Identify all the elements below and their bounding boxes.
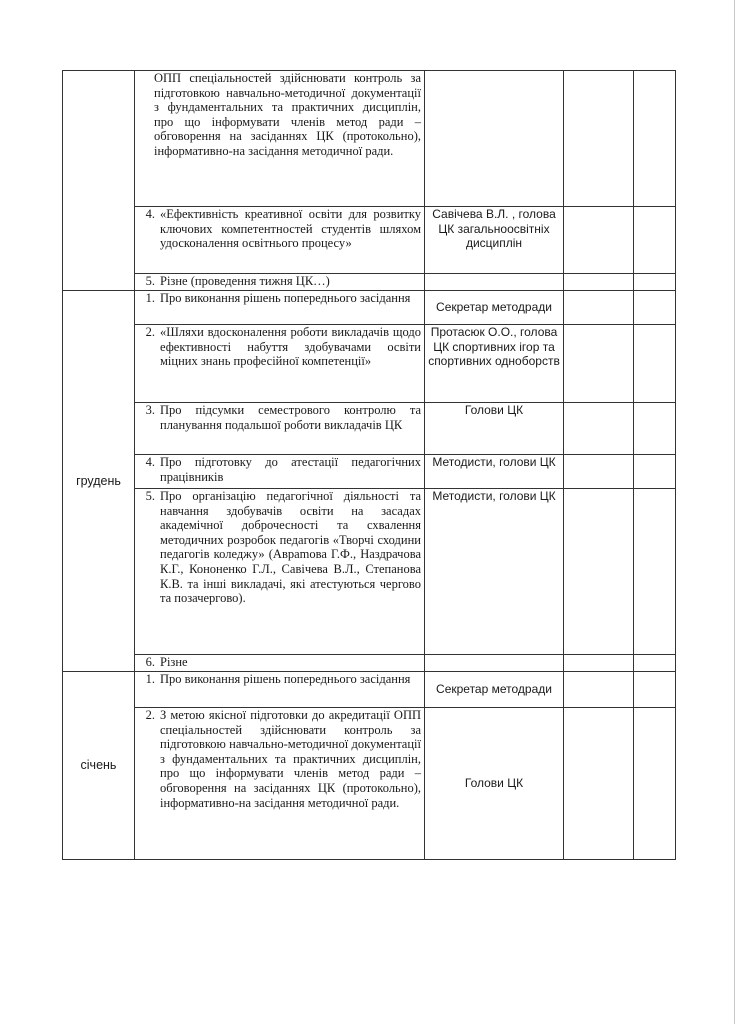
topic-cell <box>135 274 425 291</box>
month-cell-prev <box>63 71 135 291</box>
responsible-cell: Протасюк О.О., голова ЦК спортивних ігор та спортивних одноборств <box>425 325 564 403</box>
responsible-cell <box>425 71 564 207</box>
date-cell <box>564 455 634 489</box>
item-text: Різне (проведення тижня ЦК…) <box>160 274 330 288</box>
topic-cell <box>135 708 425 860</box>
topic-cell <box>135 489 425 655</box>
table-row <box>63 655 676 672</box>
note-cell <box>634 291 676 325</box>
item-text: «Шляхи вдосконалення роботи викладачів щодо ефективності набуття здобувачами освіти міцних знань професійної компетенції» <box>160 325 421 369</box>
date-cell <box>564 71 634 207</box>
item-number: 5. <box>145 274 155 288</box>
topic-cell <box>135 655 425 672</box>
responsible-cell: Савічева В.Л. , голова ЦК загальноосвітніх дисциплін <box>425 207 564 274</box>
responsible-cell: Секретар методради <box>425 672 564 708</box>
note-cell <box>634 672 676 708</box>
table-row <box>63 455 676 489</box>
note-cell <box>634 455 676 489</box>
table-row <box>63 274 676 291</box>
item-text: Різне <box>160 655 188 669</box>
responsible-cell: Секретар методради <box>425 291 564 325</box>
topic-cell <box>135 672 425 708</box>
note-cell <box>634 708 676 860</box>
table-row <box>63 325 676 403</box>
table-row <box>63 403 676 455</box>
topic-cell <box>135 455 425 489</box>
note-cell <box>634 325 676 403</box>
item-text: З метою якісної підготовки до акредитації ОПП спеціальностей здійснювати контроль за підготовкою навчально-методичної документації з фундаментальних та практичних дисциплін, про що інформувати членів метод ради – обговорення на засіданнях ЦК (протокольно), інформативно-на засідання методичної ради. <box>160 708 421 810</box>
responsible-cell: Методисти, голови ЦК <box>425 489 564 655</box>
date-cell <box>564 291 634 325</box>
item-text: Про підсумки семестрового контролю та планування подальшої роботи викладачів ЦК <box>160 403 421 432</box>
date-cell <box>564 708 634 860</box>
table-row <box>63 708 676 860</box>
date-cell <box>564 489 634 655</box>
item-text: Про виконання рішень попереднього засідання <box>160 291 411 305</box>
note-cell <box>634 71 676 207</box>
date-cell <box>564 655 634 672</box>
meeting-plan-table <box>62 70 676 860</box>
table-row <box>63 71 676 207</box>
item-text: Про організацію педагогічної діяльності та навчання здобувачів освіти на засадах академічної доброчесності та схвалення методичних розробок педагогів «Творчі сходини педагогів коледжу» (Авраmова Г.Ф., Наздрачова К.Г., Кононенко Г.Л., Савічева В.Л., Степанова К.В. та інші викладачі, які атестуються чергово та позачергово). <box>160 489 421 606</box>
month-cell-january: січень <box>63 672 135 860</box>
responsible-cell: Голови ЦК <box>425 708 564 860</box>
table-row <box>63 489 676 655</box>
note-cell <box>634 207 676 274</box>
topic-cell <box>135 291 425 325</box>
note-cell <box>634 489 676 655</box>
item-number: 3. <box>145 403 155 417</box>
responsible-cell: Методисти, голови ЦК <box>425 455 564 489</box>
topic-cell <box>135 207 425 274</box>
responsible-cell <box>425 655 564 672</box>
table-row <box>63 207 676 274</box>
item-number: 6. <box>145 655 155 669</box>
responsible-cell: Голови ЦК <box>425 403 564 455</box>
topic-continuation-text: ОПП спеціальностей здійснювати контроль за підготовкою навчально-методичної документації з фундаментальних та практичних дисциплін, про що інформувати членів метод ради – обговорення на засіданнях ЦК (протокольно), інформативно-на засідання методичної ради. <box>154 71 421 158</box>
item-text: Про підготовку до атестації педагогічних працівників <box>160 455 421 484</box>
date-cell <box>564 403 634 455</box>
item-number: 1. <box>145 291 155 305</box>
month-cell-december: грудень <box>63 291 135 672</box>
date-cell <box>564 325 634 403</box>
topic-cell <box>135 403 425 455</box>
note-cell <box>634 655 676 672</box>
responsible-cell <box>425 274 564 291</box>
topic-cell <box>135 325 425 403</box>
item-number: 5. <box>145 489 155 503</box>
table-row <box>63 672 676 708</box>
date-cell <box>564 207 634 274</box>
note-cell <box>634 403 676 455</box>
item-number: 4. <box>145 455 155 469</box>
item-number: 4. <box>145 207 155 221</box>
date-cell <box>564 274 634 291</box>
note-cell <box>634 274 676 291</box>
item-text: Про виконання рішень попереднього засідання <box>160 672 411 686</box>
scan-edge-line <box>734 0 735 1024</box>
item-text: «Ефективність креативної освіти для розвитку ключових компетентностей студентів шляхом удосконалення освітнього процесу» <box>160 207 421 251</box>
topic-cell <box>135 71 425 207</box>
item-number: 1. <box>145 672 155 686</box>
table-row <box>63 291 676 325</box>
item-number: 2. <box>145 325 155 339</box>
item-number: 2. <box>145 708 155 722</box>
date-cell <box>564 672 634 708</box>
